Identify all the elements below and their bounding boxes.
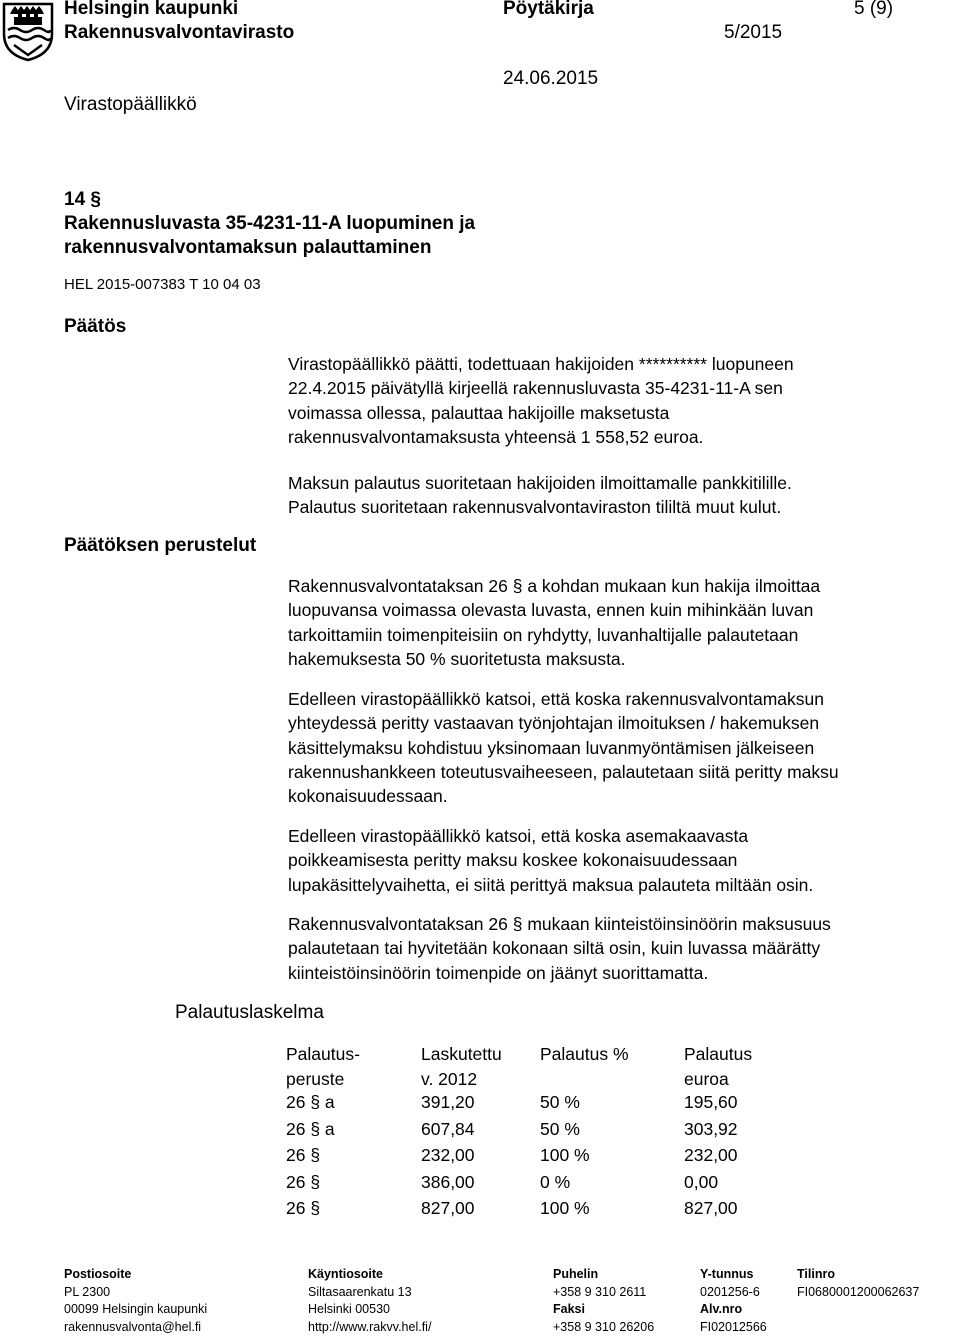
text-line: palautetaan tai hyvitetään kokonaan siltä osin, kuin luvassa määrätty — [288, 936, 928, 960]
table-cell: 827,00 — [421, 1198, 540, 1225]
table-cell: 303,92 — [684, 1119, 804, 1146]
text-line: kiinteistöinsinöörin toimenpide on jäänyt suorittamatta. — [288, 961, 928, 985]
footer-text: Helsinki 00530 — [308, 1301, 431, 1319]
table-cell: 0 % — [540, 1172, 684, 1199]
column-header-basis: Palautus- peruste — [286, 1042, 421, 1092]
grounds-paragraph-1 — [288, 574, 928, 671]
text-line: luopuvansa voimassa olevasta luvasta, ennen kuin mihinkään luvan — [288, 598, 928, 622]
table-cell: 26 § — [286, 1145, 421, 1172]
refund-calculation-table — [286, 1042, 804, 1225]
table-cell: 50 % — [540, 1092, 684, 1119]
text-line: lupakäsittelyvaihetta, ei siitä perittyä maksua palauteta miltään osin. — [288, 873, 928, 897]
meeting-date: 24.06.2015 — [503, 68, 598, 90]
table-cell: 50 % — [540, 1119, 684, 1146]
decision-paragraph-1 — [288, 352, 928, 449]
decision-maker: Virastopäällikkö — [64, 94, 197, 116]
footer-website: http://www.rakvv.hel.fi/ — [308, 1319, 431, 1336]
helsinki-crest-logo — [0, 0, 56, 62]
table-cell: 26 § — [286, 1172, 421, 1199]
footer-text: 00099 Helsingin kaupunki — [64, 1301, 207, 1319]
footer-heading: Alv.nro — [700, 1301, 767, 1319]
table-header-row — [286, 1042, 804, 1092]
page-number: 5 (9) — [854, 0, 893, 20]
text-line: Rakennusvalvontataksan 26 § a kohdan mukaan kun hakija ilmoittaa — [288, 574, 928, 598]
footer-heading: Y-tunnus — [700, 1266, 767, 1284]
meeting-number: 5/2015 — [724, 22, 782, 44]
footer-email: rakennusvalvonta@hel.fi — [64, 1319, 207, 1336]
table-cell: 232,00 — [684, 1145, 804, 1172]
table-row — [286, 1119, 804, 1146]
item-title-line-2: rakennusvalvontamaksun palauttaminen — [64, 236, 431, 260]
department-name: Rakennusvalvontavirasto — [64, 22, 294, 44]
table-row — [286, 1145, 804, 1172]
calculation-heading: Palautuslaskelma — [175, 1002, 324, 1024]
table-cell: 391,20 — [421, 1092, 540, 1119]
footer-heading: Tilinro — [797, 1266, 919, 1284]
grounds-paragraph-3 — [288, 824, 928, 897]
table-cell: 195,60 — [684, 1092, 804, 1119]
org-name: Helsingin kaupunki — [64, 0, 238, 20]
text-line: Maksun palautus suoritetaan hakijoiden ilmoittamalle pankkitilille. — [288, 471, 928, 495]
footer-heading: Käyntiosoite — [308, 1266, 431, 1284]
diary-reference: HEL 2015-007383 T 10 04 03 — [64, 276, 261, 293]
text-line: Rakennusvalvontataksan 26 § mukaan kiinteistöinsinöörin maksusuus — [288, 912, 928, 936]
item-title-line-1: Rakennusluvasta 35-4231-11-A luopuminen ja — [64, 212, 475, 236]
table-cell: 386,00 — [421, 1172, 540, 1199]
decision-heading: Päätös — [64, 316, 126, 338]
footer-account — [797, 1266, 919, 1301]
column-header-refund-euro: Palautus euroa — [684, 1042, 804, 1092]
footer-business-id — [700, 1266, 767, 1336]
text-line: voimassa ollessa, palauttaa hakijoille maksetusta — [288, 401, 928, 425]
footer-heading: Puhelin — [553, 1266, 654, 1284]
text-line: poikkeamisesta peritty maksu koskee kokonaisuudessaan — [288, 848, 928, 872]
document-type: Pöytäkirja — [503, 0, 594, 20]
text-line: Palautus suoritetaan rakennusvalvontaviraston tililtä muut kulut. — [288, 495, 928, 519]
footer-text: 0201256-6 — [700, 1284, 767, 1302]
text-line: 22.4.2015 päivätyllä kirjeellä rakennusluvasta 35-4231-11-A sen — [288, 376, 928, 400]
footer-text: PL 2300 — [64, 1284, 207, 1302]
grounds-heading: Päätöksen perustelut — [64, 535, 256, 557]
footer-text: FI02012566 — [700, 1319, 767, 1336]
text-line: Virastopäällikkö päätti, todettuaan hakijoiden ********** luopuneen — [288, 352, 928, 376]
text-line: rakennushankkeen toteutusvaiheeseen, palautetaan siitä peritty maksu — [288, 760, 928, 784]
item-number: 14 § — [64, 188, 101, 212]
text-line: rakennusvalvontamaksusta yhteensä 1 558,52 euroa. — [288, 425, 928, 449]
footer-text: +358 9 310 2611 — [553, 1284, 654, 1302]
footer-text: FI0680001200062637 — [797, 1284, 919, 1302]
decision-paragraph-2 — [288, 471, 928, 520]
table-cell: 26 § a — [286, 1119, 421, 1146]
grounds-paragraph-2 — [288, 687, 928, 808]
footer-heading: Faksi — [553, 1301, 654, 1319]
table-cell: 827,00 — [684, 1198, 804, 1225]
footer-text: +358 9 310 26206 — [553, 1319, 654, 1336]
footer-phone — [553, 1266, 654, 1336]
table-cell: 100 % — [540, 1145, 684, 1172]
table-row — [286, 1092, 804, 1119]
table-cell: 0,00 — [684, 1172, 804, 1199]
text-line: käsittelymaksu kohdistuu yksinomaan luvanmyöntämisen jälkeiseen — [288, 736, 928, 760]
footer-text: Siltasaarenkatu 13 — [308, 1284, 431, 1302]
column-header-invoiced: Laskutettu v. 2012 — [421, 1042, 540, 1092]
table-cell: 26 § a — [286, 1092, 421, 1119]
text-line: yhteydessä peritty vastaavan työnjohtajan ilmoituksen / hakemuksen — [288, 711, 928, 735]
table-row — [286, 1198, 804, 1225]
text-line: hakemuksesta 50 % suoritetusta maksusta. — [288, 647, 928, 671]
table-cell: 607,84 — [421, 1119, 540, 1146]
table-cell: 100 % — [540, 1198, 684, 1225]
footer-heading: Postiosoite — [64, 1266, 207, 1284]
table-cell: 232,00 — [421, 1145, 540, 1172]
column-header-refund-percent: Palautus % — [540, 1042, 684, 1092]
text-line: kokonaisuudessaan. — [288, 784, 928, 808]
grounds-paragraph-4 — [288, 912, 928, 985]
table-row — [286, 1172, 804, 1199]
footer-postal-address — [64, 1266, 207, 1336]
footer-visiting-address — [308, 1266, 431, 1336]
text-line: Edelleen virastopäällikkö katsoi, että koska rakennusvalvontamaksun — [288, 687, 928, 711]
table-cell: 26 § — [286, 1198, 421, 1225]
text-line: Edelleen virastopäällikkö katsoi, että koska asemakaavasta — [288, 824, 928, 848]
text-line: tarkoittamiin toimenpiteisiin on ryhdytty, luvanhaltijalle palautetaan — [288, 623, 928, 647]
